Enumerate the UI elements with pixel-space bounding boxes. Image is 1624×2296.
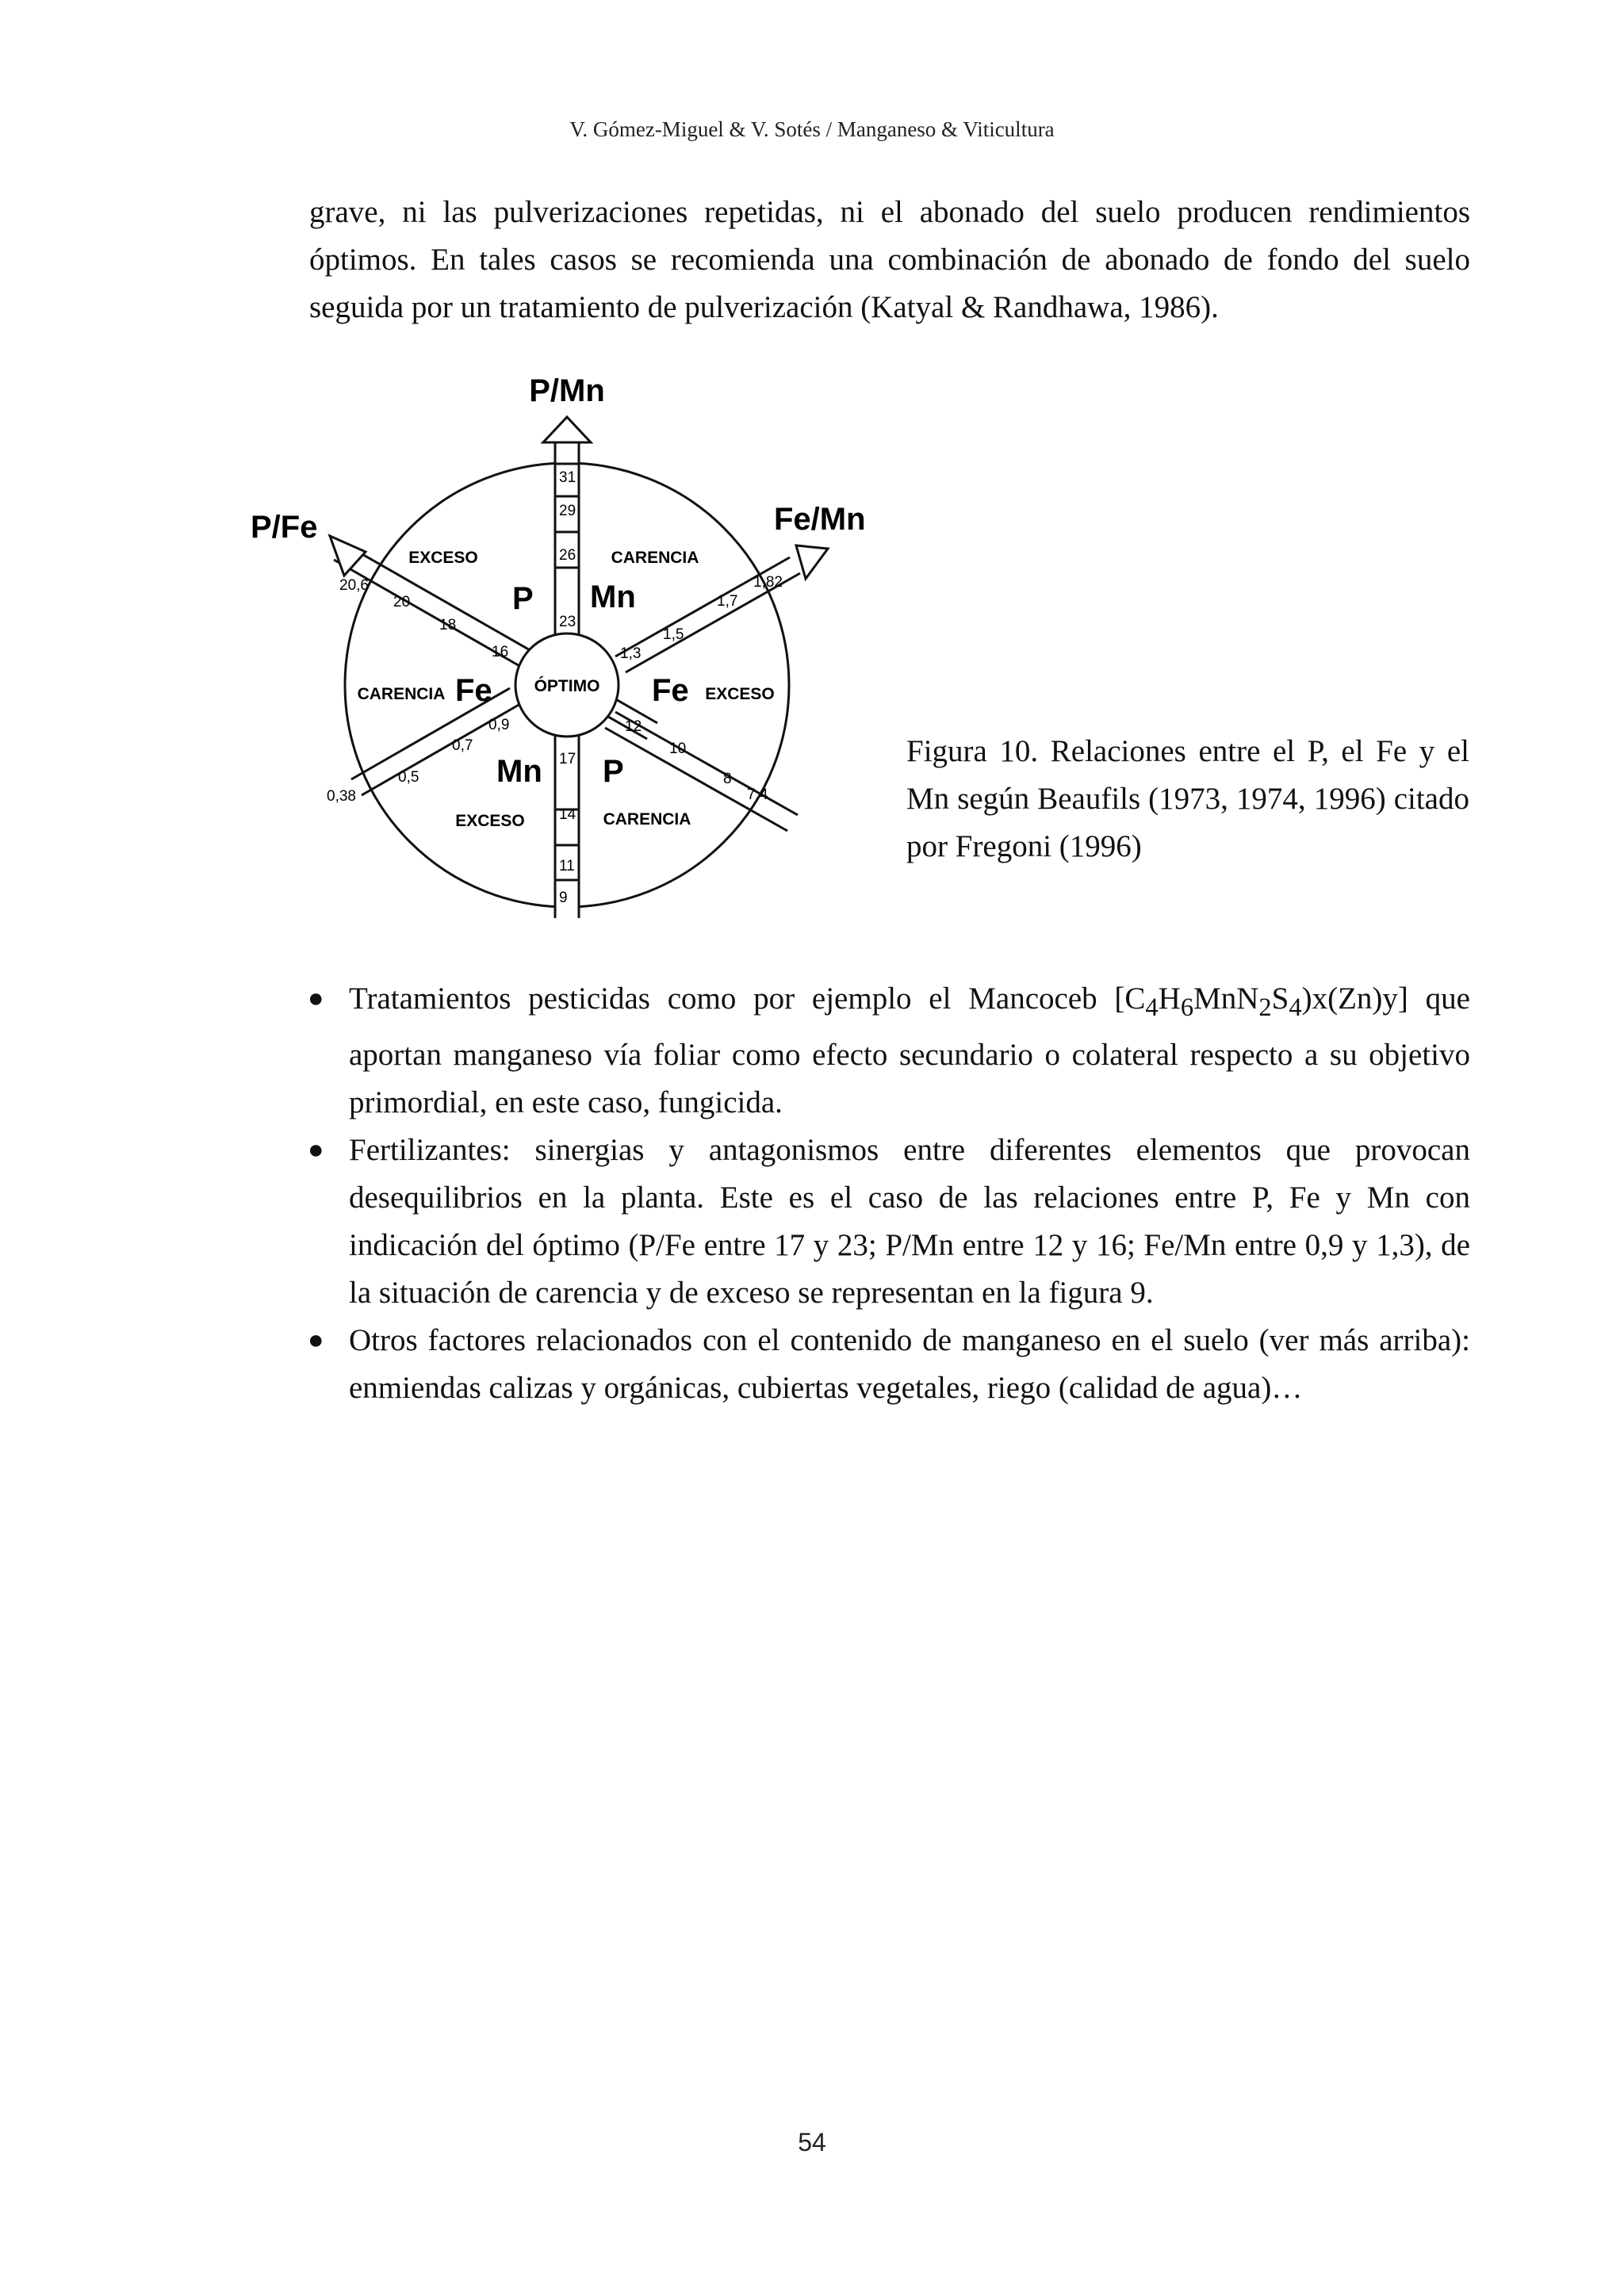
page-number: 54 [798,2128,826,2156]
element-left: Fe [455,673,492,708]
list-item-text: Tratamientos pesticidas como por ejemplo el Mancoceb $[C_4H_6MnN_2S_4)x(Zn)y$] que aportan manganeso vía foliar como efecto secundario o colateral respecto a su objetivo primordial, en este caso, fungicida. [349,982,1470,1119]
tick-p-fe: 20,6 [339,577,369,594]
p-mn-arrow [543,417,591,442]
axis-label-p-mn: P/Mn [529,373,605,408]
bullet-icon: ● [308,1135,324,1165]
list-item-text: Fertilizantes: sinergias y antagonismos entre diferentes elementos que provocan desequilibrios en la planta. Este es el caso de las relaciones entre P, Fe y Mn con indicación del óptimo (P/Fe entre 17 y 23; P/Mn entre 12 y 16; Fe/Mn entre 0,9 y 1,3), de la situación de carencia y de exceso se representan en la figura 9. [349,1132,1470,1310]
tick-fe-mn: 1,3 [620,645,642,662]
tick-p-mn: 23 [559,614,576,630]
bullet-list [308,975,1470,1412]
tick-p-mn: 17 [559,751,576,767]
element-right: Fe [652,673,689,708]
beaufils-diagram [251,363,885,918]
tick-fe-mn: 1,7 [717,593,738,610]
zone-upper-right: CARENCIA [611,549,699,567]
tick-p-fe: 0,9 [488,717,510,733]
zone-left: CARENCIA [357,685,446,703]
tick-fe-mn: 1,82 [753,574,783,591]
tick-p-fe: 0,7 [452,737,473,754]
tick-fe-mn: 10 [669,740,687,757]
element-upper-right: Mn [590,580,636,614]
zone-right: EXCESO [705,685,775,703]
figure-caption: Figura 10. Relaciones entre el P, el Fe y el Mn según Beaufils (1973, 1974, 1996) citado por Fregoni (1996) [906,734,1469,863]
tick-p-fe: 18 [439,617,457,633]
axis-label-p-fe: P/Fe [251,510,318,545]
fe-mn-arrow [796,545,828,579]
element-lower-right: P [603,754,624,789]
element-lower-left: Mn [496,754,542,789]
tick-p-fe: 0,5 [398,769,419,786]
tick-fe-mn: 12 [625,718,642,735]
zone-lower-right: CARENCIA [603,810,691,828]
list-item [308,1317,1470,1412]
bullet-icon: ● [308,1325,324,1355]
zone-upper-left: EXCESO [408,549,478,567]
tick-p-mn: 26 [559,547,576,564]
p-fe-arrow [330,536,366,576]
bullet-icon: ● [308,984,324,1013]
tick-p-mn: 29 [559,503,576,519]
tick-p-mn: 31 [559,469,576,486]
running-header: V. Gómez-Miguel & V. Sotés / Manganeso & Viticultura [569,117,1055,141]
axis-label-fe-mn: Fe/Mn [774,502,866,537]
tick-p-mn: 14 [559,806,576,823]
element-upper-left: P [512,581,534,616]
tick-fe-mn: 7,4 [747,786,768,803]
tick-fe-mn: 8 [723,771,732,787]
zone-lower-left: EXCESO [455,812,525,830]
tick-fe-mn: 1,5 [663,626,684,643]
tick-p-mn: 9 [559,890,568,906]
list-item [308,975,1470,1127]
tick-p-mn: 11 [559,858,575,874]
intro-paragraph: grave, ni las pulverizaciones repetidas, ni el abonado del suelo producen rendimientos óptimos. En tales casos se recomienda una combinación de abonado de fondo del suelo seguida por un tratamiento de pulverización (Katyal & Randhawa, 1986). [309,195,1470,324]
tick-p-fe: 16 [492,644,509,660]
tick-p-fe: 0,38 [327,788,356,805]
list-item [308,1127,1470,1317]
tick-p-fe: 20 [393,594,411,610]
center-label: ÓPTIMO [534,677,600,695]
list-item-text: Otros factores relacionados con el contenido de manganeso en el suelo (ver más arriba): enmiendas calizas y orgánicas, cubiertas vegetales, riego (calidad de agua)… [349,1322,1470,1405]
